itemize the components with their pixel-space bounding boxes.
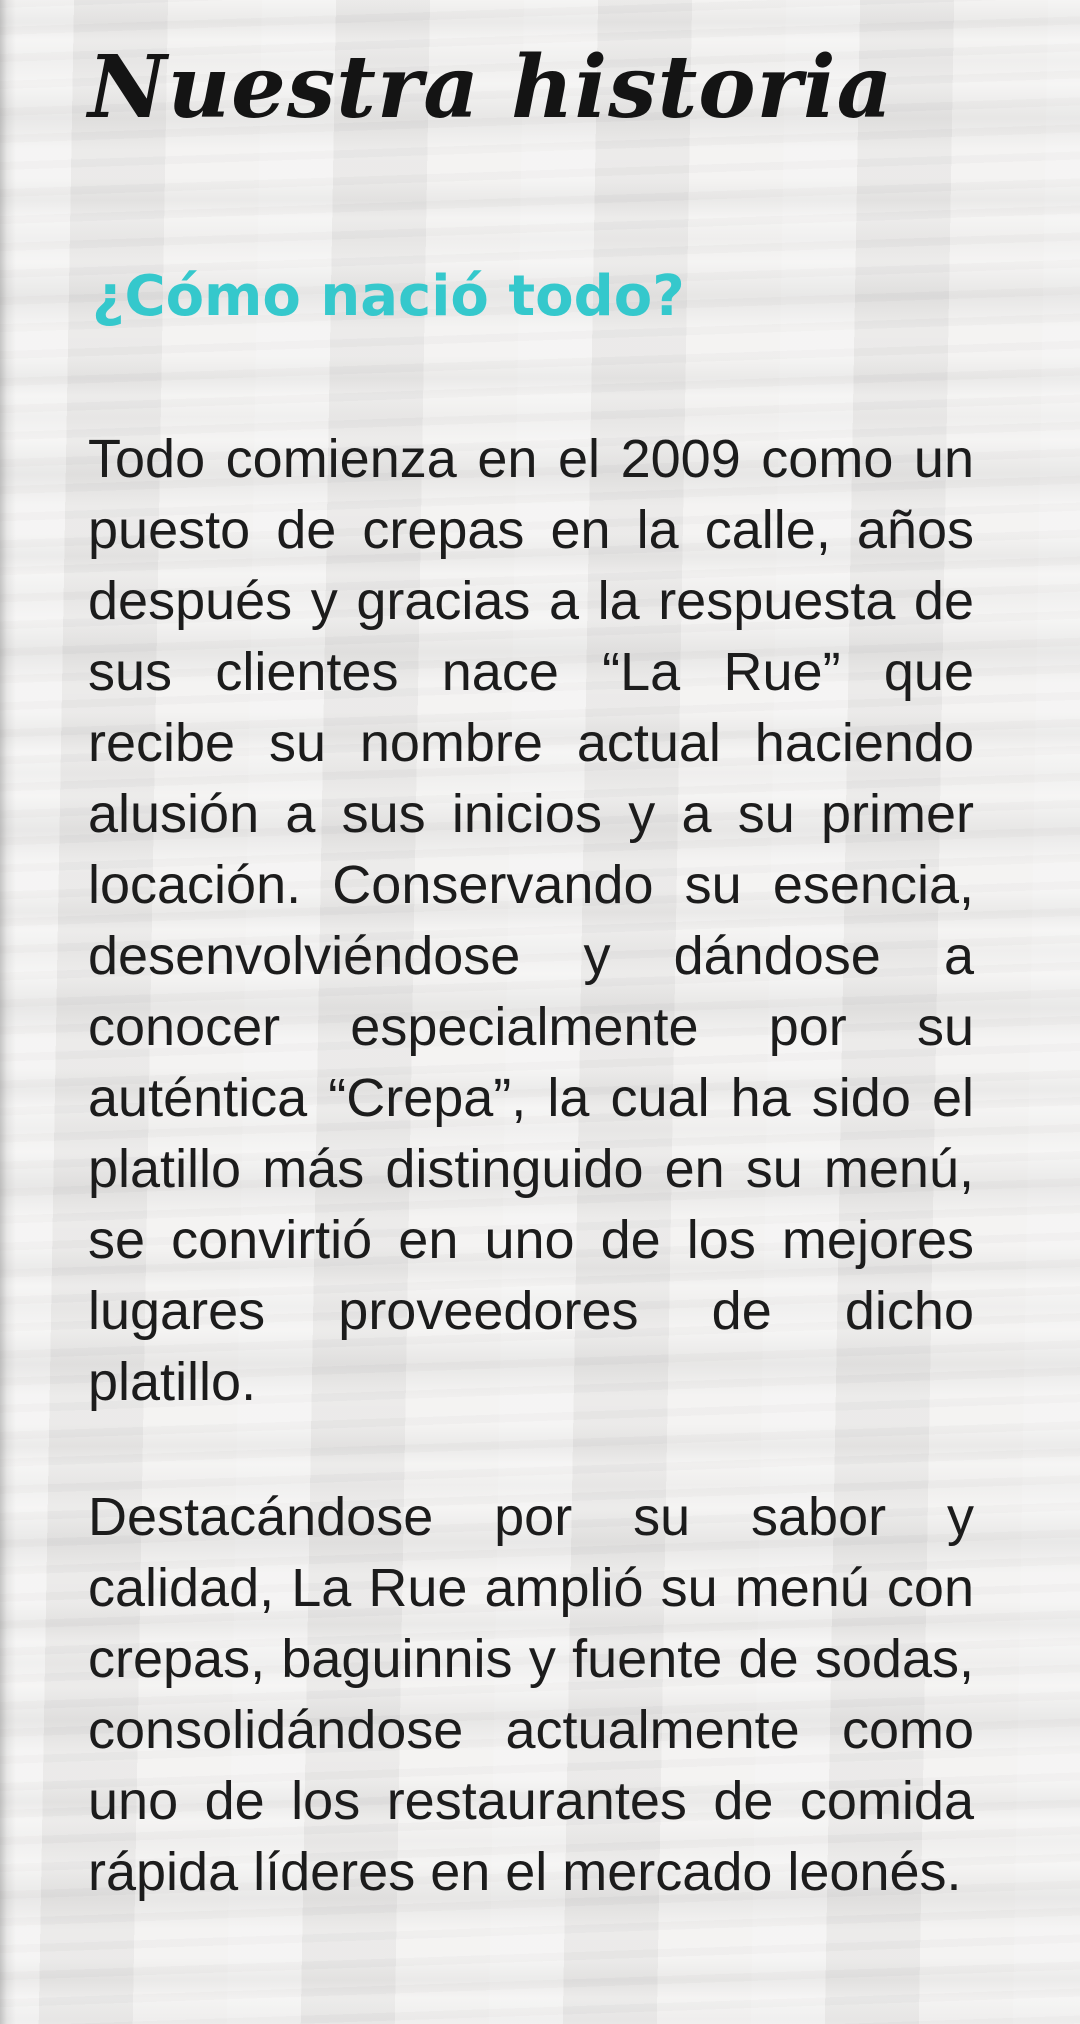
story-text-block [88, 424, 974, 1908]
section-heading: ¿Cómo nació todo? [92, 263, 685, 329]
story-paragraph: Destacándose por su sabor y calidad, La Rue amplió su menú con crepas, baguinnis y fuente de sodas, consolidándose actualmente como uno de los restaurantes de comida rápida líderes en el mercado leonés. [88, 1487, 974, 1903]
story-paragraph: Todo comienza en el 2009 como un puesto de crepas en la calle, años después y gracias a la respuesta de sus clientes nace “La Rue” que recibe su nombre actual haciendo alusión a sus inicios y a su primer locación. Conservando su esencia, desenvolviéndose y dándose a conocer especialmente por su auténtica “Crepa”, la cual ha sido el platillo más distinguido en su menú, se convirtió en uno de los mejores lugares proveedores de dicho platillo. [88, 429, 974, 1413]
page-title: Nuestra historia [88, 37, 894, 138]
